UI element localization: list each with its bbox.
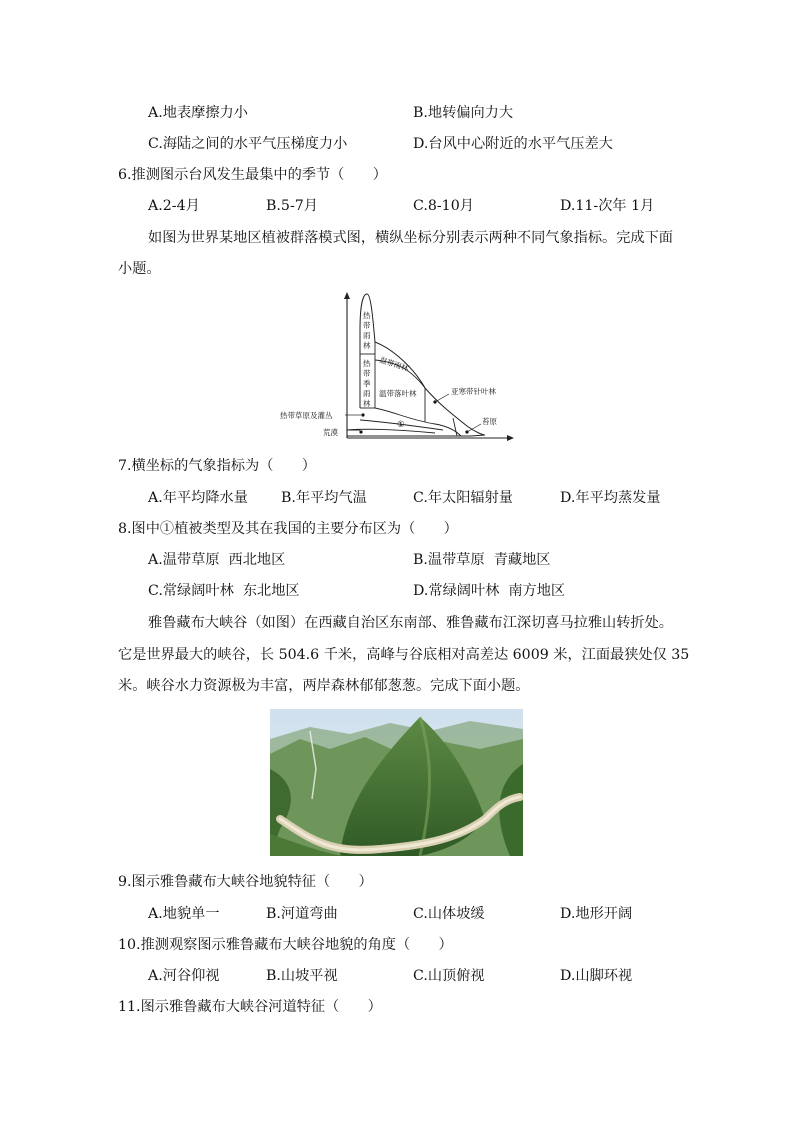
label-tropical-rainforest-3: 雨 <box>363 331 371 340</box>
q8-option-d: D.常绿阔叶林 南方地区 <box>413 583 566 599</box>
q10-option-b: B.山坡平视 <box>266 968 338 984</box>
veg-intro-line2: 小题。 <box>118 261 161 277</box>
q9-option-d: D.地形开阔 <box>560 906 633 922</box>
label-tropical-monsoon-5: 林 <box>363 399 371 408</box>
q7-option-d: D.年平均蒸发量 <box>560 490 661 506</box>
q7-option-c: C.年太阳辐射量 <box>413 490 513 506</box>
q5-option-d: D.台风中心附近的水平气压差大 <box>413 136 613 152</box>
label-desert: 荒漠 <box>323 428 338 437</box>
label-temperate-deciduous: 温带落叶林 <box>379 389 417 398</box>
label-tropical-monsoon-4: 雨 <box>363 389 371 398</box>
x-axis-arrow <box>507 435 514 441</box>
q6-option-d: D.11-次年 1月 <box>560 198 655 214</box>
q8-option-c: C.常绿阔叶林 东北地区 <box>148 583 300 599</box>
leader-line <box>435 394 449 402</box>
q6-option-b: B.5-7月 <box>266 198 318 214</box>
q5-option-b: B.地转偏向力大 <box>413 105 514 121</box>
canyon-intro-line2: 它是世界最大的峡谷，长 504.6 千米，高峰与谷底相对高差达 6009 米，江面最狭处仅 35 <box>118 647 690 663</box>
q10-option-d: D.山脚环视 <box>560 968 633 984</box>
q10-option-a: A.河谷仰视 <box>148 968 220 984</box>
q9-option-c: C.山体坡缓 <box>413 906 485 922</box>
marker-dot <box>359 430 362 433</box>
q10-stem: 10.推测观察图示雅鲁藏布大峡谷地貌的角度（ ） <box>118 937 453 953</box>
q11-stem: 11.图示雅鲁藏布大峡谷河道特征（ ） <box>118 999 382 1015</box>
canyon-intro-line1: 雅鲁藏布大峡谷（如图）在西藏自治区东南部、雅鲁藏布江深切喜马拉雅山转折处。 <box>148 615 673 631</box>
label-tropical-monsoon-3: 季 <box>363 379 371 388</box>
divider <box>453 418 457 436</box>
q5-option-a: A.地表摩擦力小 <box>148 105 248 121</box>
label-tundra: 苔原 <box>482 417 497 426</box>
label-tropical-monsoon-1: 热 <box>363 359 371 368</box>
q7-option-b: B.年平均气温 <box>281 490 367 506</box>
q8-stem: 8.图中①植被类型及其在我国的主要分布区为（ ） <box>118 521 458 537</box>
q10-option-c: C.山顶俯视 <box>413 968 485 984</box>
label-tropical-rainforest-2: 带 <box>363 321 371 330</box>
q9-stem: 9.图示雅鲁藏布大峡谷地貌特征（ ） <box>118 874 373 890</box>
label-tropical-monsoon-2: 带 <box>363 369 371 378</box>
label-subarctic-conifer: 亚寒带针叶林 <box>451 387 496 396</box>
label-savanna-shrub: 热带草原及灌丛 <box>280 411 333 420</box>
q8-option-b: B.温带草原 青藏地区 <box>413 552 551 568</box>
label-tropical-rainforest-4: 林 <box>363 341 371 350</box>
canyon-photo <box>270 709 523 856</box>
marker-dot <box>361 413 364 416</box>
q6-stem: 6.推测图示台风发生最集中的季节（ ） <box>118 167 387 183</box>
q8-option-a: A.温带草原 西北地区 <box>148 552 286 568</box>
q6-option-a: A.2-4月 <box>148 198 200 214</box>
q5-option-c: C.海陆之间的水平气压梯度力小 <box>148 136 348 152</box>
label-temperate-rainforest: 温带雨林 <box>378 355 410 374</box>
y-axis-arrow <box>344 292 350 299</box>
label-tropical-rainforest-1: 热 <box>363 311 371 320</box>
q9-option-a: A.地貌单一 <box>148 906 220 922</box>
q7-stem: 7.横坐标的气象指标为（ ） <box>118 458 316 474</box>
veg-intro-line1: 如图为世界某地区植被群落模式图，横纵坐标分别表示两种不同气象指标。完成下面 <box>148 230 673 246</box>
q7-option-a: A.年平均降水量 <box>148 490 248 506</box>
q6-option-c: C.8-10月 <box>413 198 474 214</box>
vegetation-diagram <box>275 290 520 445</box>
label-region-1: ① <box>397 420 405 430</box>
q9-option-b: B.河道弯曲 <box>266 906 338 922</box>
canyon-intro-line3: 米。峡谷水力资源极为丰富，两岸森林郁郁葱葱。完成下面小题。 <box>118 678 530 694</box>
